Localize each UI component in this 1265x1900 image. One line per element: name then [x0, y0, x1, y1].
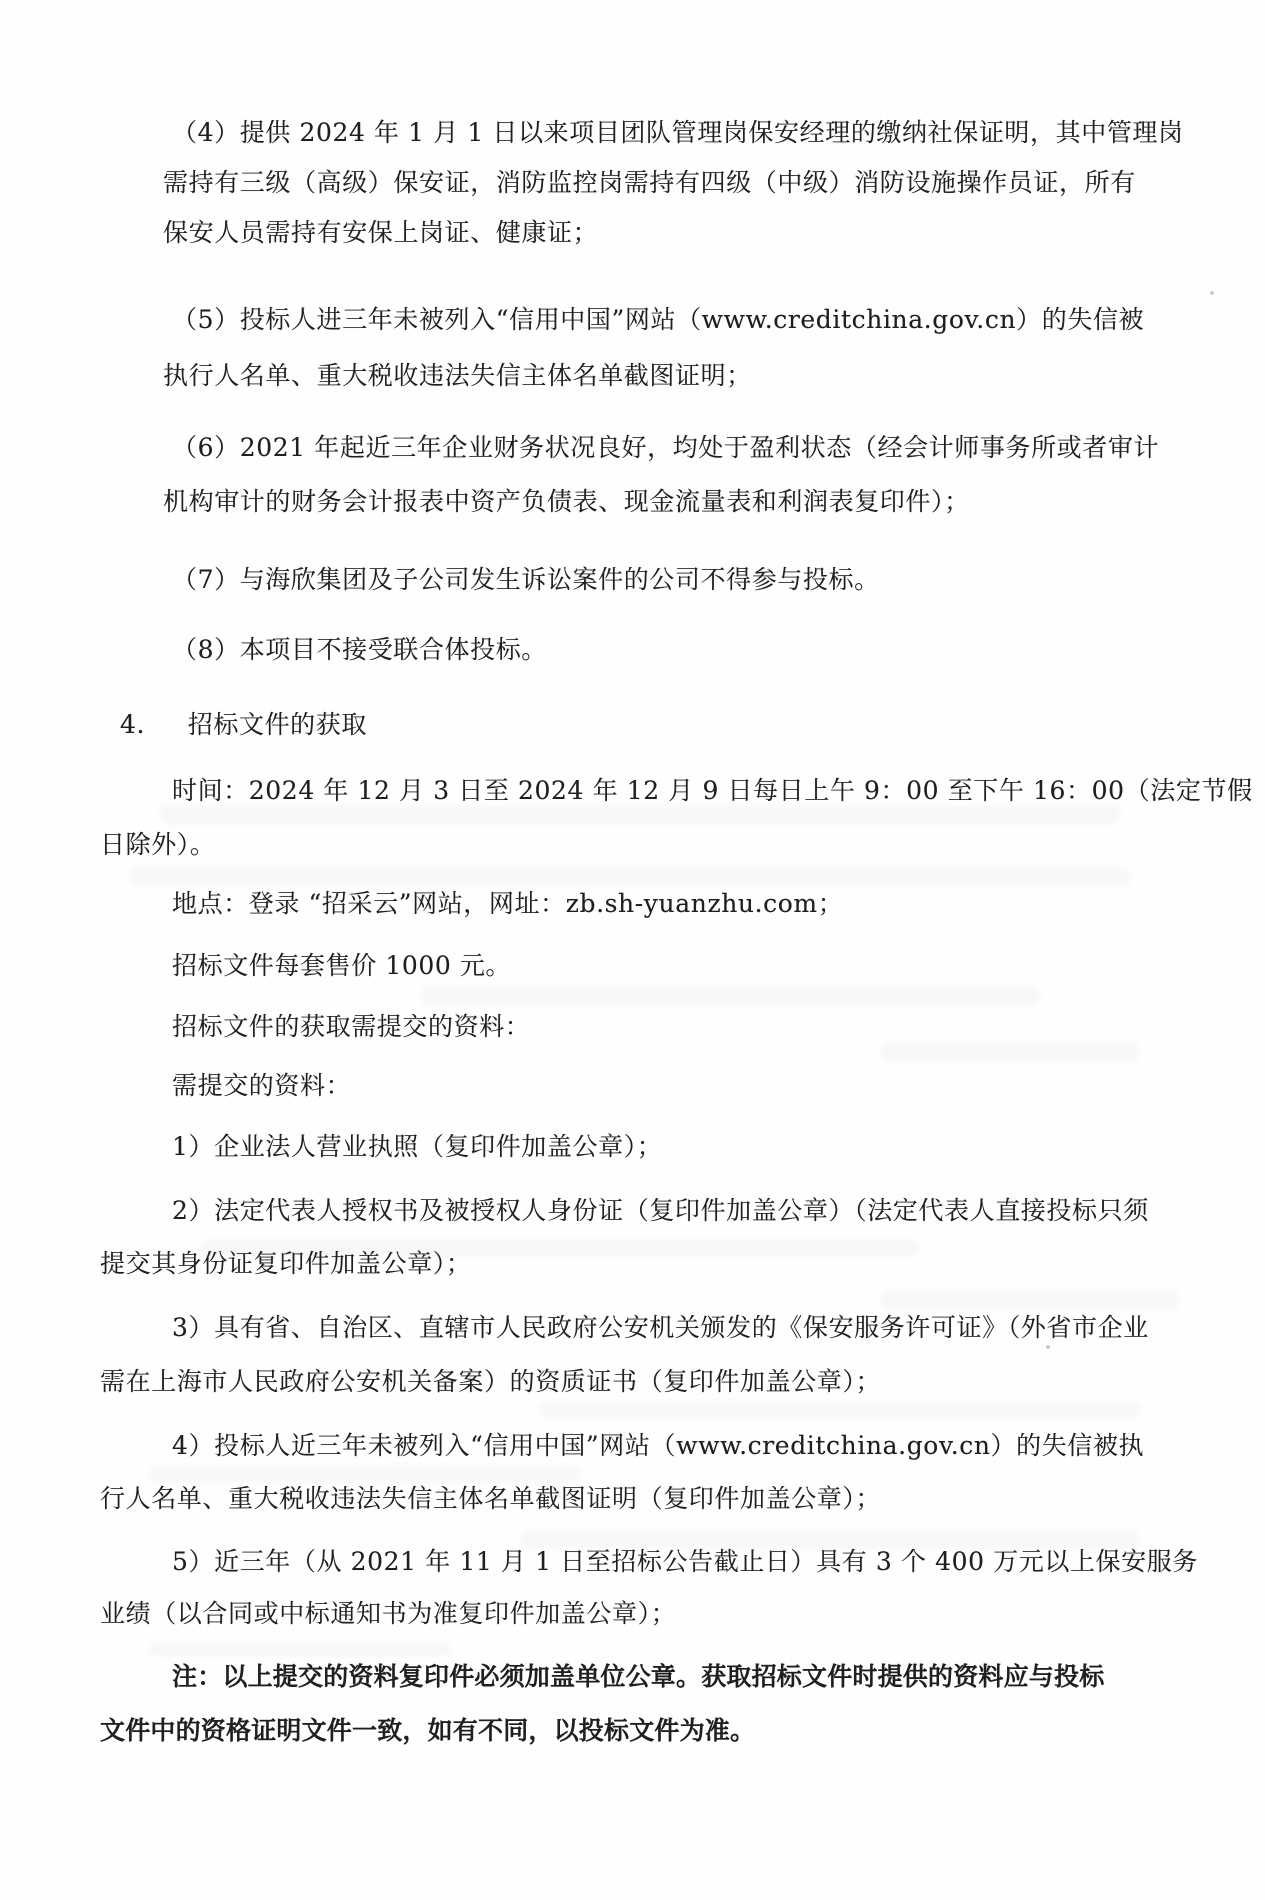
text-line-22: 4）投标人近三年未被列入“信用中国”网站（www.creditchina.gov.cn）的失信被执	[172, 1431, 1145, 1460]
text-line-20: 3）具有省、自治区、直辖市人民政府公安机关颁发的《保安服务许可证》（外省市企业	[172, 1313, 1149, 1342]
text-line-17: 1）企业法人营业执照（复印件加盖公章）；	[172, 1132, 663, 1161]
text-line-16: 需提交的资料：	[172, 1071, 352, 1100]
scan-speck	[1210, 291, 1214, 295]
text-line-11: 时间：2024 年 12 月 3 日至 2024 年 12 月 9 日每日上午 9：00 至下午 16：00（法定节假	[172, 776, 1253, 805]
text-line-5: 执行人名单、重大税收违法失信主体名单截图证明；	[163, 361, 752, 390]
scan-bleed-artifact	[160, 806, 1120, 824]
text-line-23: 行人名单、重大税收违法失信主体名单截图证明（复印件加盖公章）；	[100, 1484, 882, 1513]
text-line-25: 业绩（以合同或中标通知书为准复印件加盖公章）；	[100, 1599, 677, 1628]
scan-bleed-artifact	[150, 1466, 580, 1482]
scan-bleed-artifact	[130, 868, 1130, 886]
scan-bleed-artifact	[540, 1402, 1140, 1418]
text-line-9: （8）本项目不接受联合体投标。	[172, 635, 547, 664]
text-line-26: 注：以上提交的资料复印件必须加盖单位公章。获取招标文件时提供的资料应与投标	[172, 1662, 1105, 1691]
text-line-6: （6）2021 年起近三年企业财务状况良好，均处于盈利状态（经会计师事务所或者审计	[172, 433, 1160, 462]
text-line-10: 4. 招标文件的获取	[120, 710, 367, 739]
text-line-18: 2）法定代表人授权书及被授权人身份证（复印件加盖公章）（法定代表人直接投标只须	[172, 1196, 1149, 1225]
text-line-8: （7）与海欣集团及子公司发生诉讼案件的公司不得参与投标。	[172, 565, 880, 594]
text-line-12: 日除外）。	[100, 830, 216, 859]
scan-bleed-artifact	[420, 988, 1040, 1004]
text-line-15: 招标文件的获取需提交的资料：	[172, 1012, 531, 1041]
scan-bleed-artifact	[880, 1044, 1140, 1060]
scan-bleed-artifact	[880, 1292, 1180, 1308]
text-line-3: 保安人员需持有安保上岗证、健康证；	[163, 218, 599, 247]
text-line-19: 提交其身份证复印件加盖公章）；	[100, 1249, 472, 1278]
text-line-21: 需在上海市人民政府公安机关备案）的资质证书（复印件加盖公章）；	[100, 1367, 882, 1396]
text-line-14: 招标文件每套售价 1000 元。	[172, 951, 512, 980]
text-line-2: 需持有三级（高级）保安证，消防监控岗需持有四级（中级）消防设施操作员证，所有	[163, 168, 1136, 197]
text-line-1: （4）提供 2024 年 1 月 1 日以来项目团队管理岗保安经理的缴纳社保证明，其中管理岗	[172, 118, 1184, 147]
scan-bleed-artifact	[150, 1642, 450, 1656]
text-line-27: 文件中的资格证明文件一致，如有不同，以投标文件为准。	[100, 1716, 756, 1745]
text-line-24: 5）近三年（从 2021 年 11 月 1 日至招标公告截止日）具有 3 个 400 万元以上保安服务	[172, 1547, 1198, 1576]
text-line-4: （5）投标人进三年未被列入“信用中国”网站（www.creditchina.gov.cn）的失信被	[172, 305, 1145, 334]
scan-speck	[1046, 1345, 1050, 1349]
text-line-7: 机构审计的财务会计报表中资产负债表、现金流量表和利润表复印件）；	[163, 487, 970, 516]
text-line-13: 地点：登录 “招采云”网站，网址：zb.sh-yuanzhu.com；	[172, 889, 844, 918]
